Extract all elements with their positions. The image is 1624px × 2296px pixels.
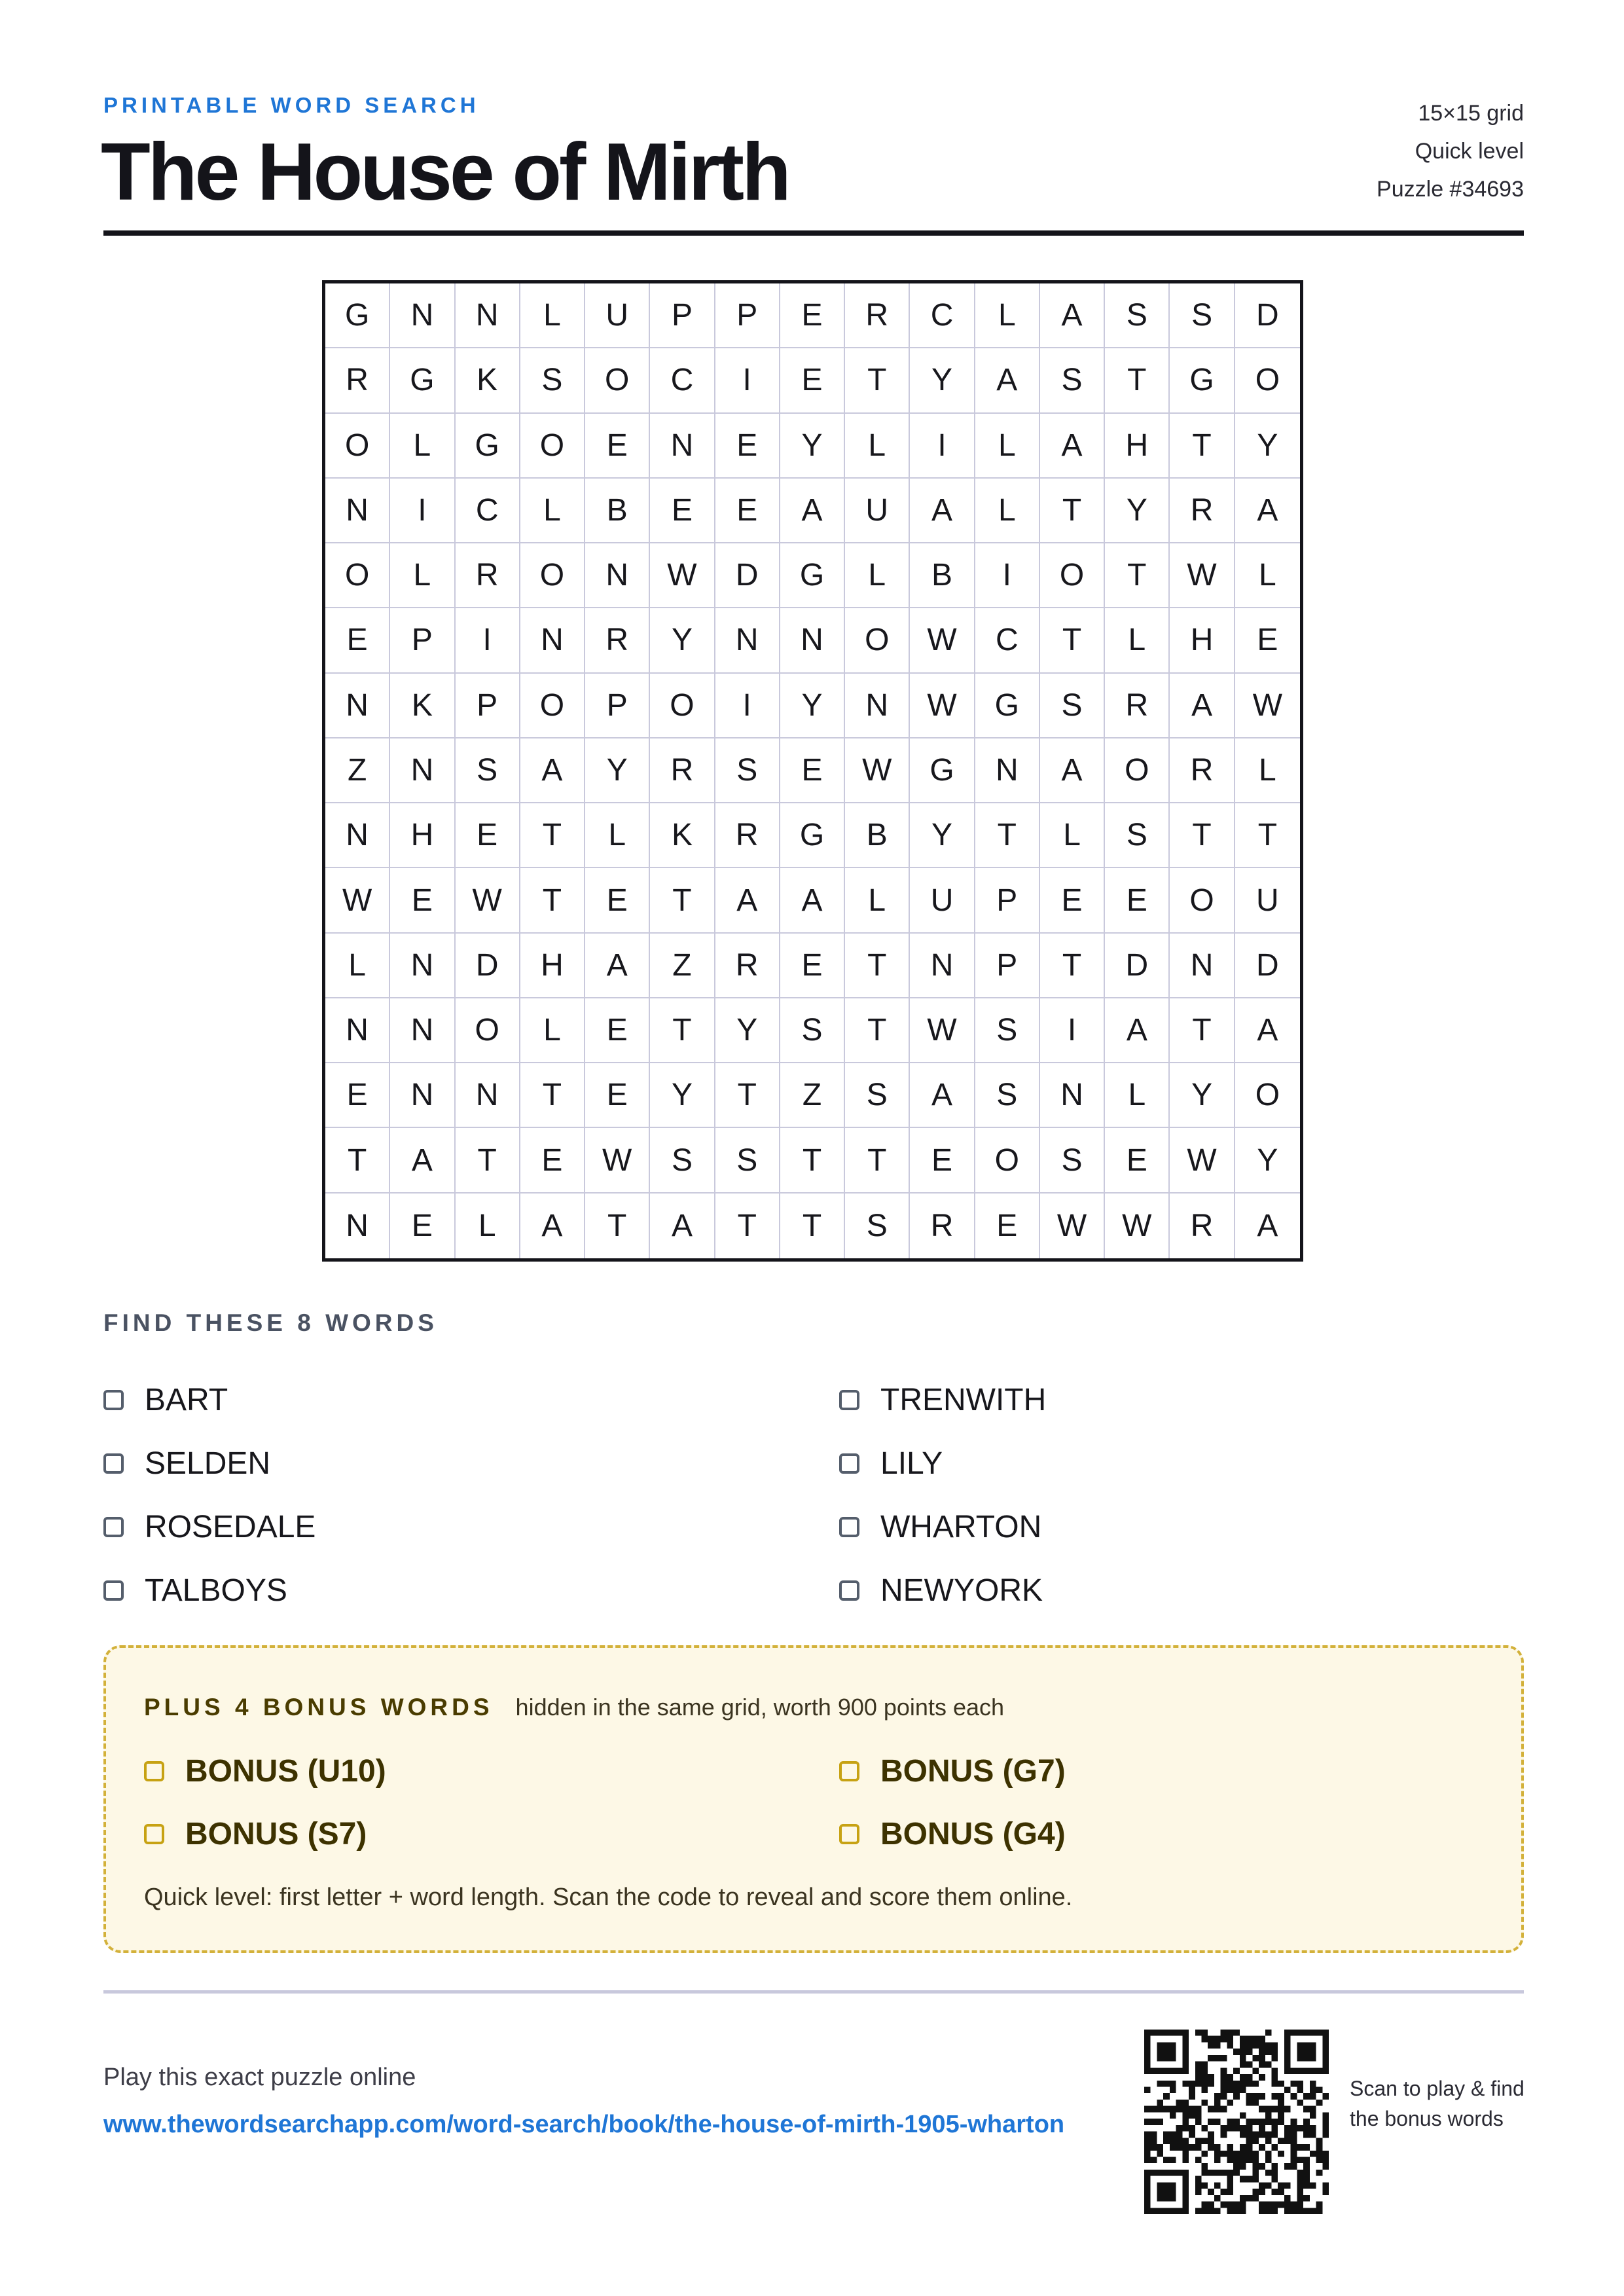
bonus-item[interactable]: [839, 1802, 1066, 1865]
grid-cell[interactable]: G: [975, 674, 1040, 738]
grid-cell[interactable]: P: [715, 283, 780, 348]
bonus-item[interactable]: [144, 1802, 386, 1865]
grid-cell[interactable]: O: [1040, 543, 1105, 608]
grid-cell[interactable]: N: [1170, 934, 1235, 998]
grid-cell[interactable]: E: [456, 803, 520, 868]
grid-cell[interactable]: R: [325, 348, 390, 413]
grid-cell[interactable]: P: [975, 868, 1040, 933]
bonus-heading: PLUS 4 BONUS WORDS: [144, 1694, 494, 1721]
grid-cell[interactable]: N: [456, 1063, 520, 1128]
grid-cell[interactable]: H: [1105, 414, 1170, 479]
grid-cell[interactable]: S: [1105, 803, 1170, 868]
grid-cell[interactable]: E: [975, 1194, 1040, 1258]
grid-cell[interactable]: T: [715, 1194, 780, 1258]
grid-cell[interactable]: A: [715, 868, 780, 933]
grid-cell[interactable]: N: [325, 479, 390, 543]
grid-cell[interactable]: R: [1170, 1194, 1235, 1258]
grid-cell[interactable]: A: [1235, 998, 1300, 1063]
grid-cell[interactable]: T: [1040, 608, 1105, 673]
grid-cell[interactable]: E: [1235, 608, 1300, 673]
grid-cell[interactable]: A: [520, 738, 585, 803]
grid-cell[interactable]: E: [780, 283, 845, 348]
grid-cell[interactable]: A: [520, 1194, 585, 1258]
grid-cell[interactable]: R: [845, 283, 910, 348]
grid-cell[interactable]: D: [1235, 934, 1300, 998]
grid-cell[interactable]: E: [390, 1194, 455, 1258]
grid-cell[interactable]: N: [975, 738, 1040, 803]
grid-cell[interactable]: T: [1040, 934, 1105, 998]
grid-cell[interactable]: A: [780, 868, 845, 933]
bonus-header: [144, 1694, 1004, 1721]
grid-cell[interactable]: O: [845, 608, 910, 673]
word-item[interactable]: [839, 1559, 1046, 1622]
grid-cell[interactable]: W: [910, 674, 975, 738]
word-list-heading: FIND THESE 8 WORDS: [103, 1309, 438, 1336]
word-label: SELDEN: [145, 1446, 271, 1481]
grid-cell[interactable]: S: [1040, 1128, 1105, 1193]
kicker-label: PRINTABLE WORD SEARCH: [103, 93, 480, 117]
checkbox-icon[interactable]: [103, 1517, 124, 1537]
grid-cell[interactable]: T: [1170, 803, 1235, 868]
grid-cell[interactable]: A: [1040, 738, 1105, 803]
bonus-label: BONUS (S7): [185, 1816, 367, 1851]
page-header: [103, 92, 1524, 239]
checkbox-icon[interactable]: [103, 1580, 124, 1601]
grid-cell[interactable]: S: [975, 1063, 1040, 1128]
grid-cell[interactable]: E: [585, 868, 650, 933]
word-item[interactable]: [103, 1368, 316, 1432]
grid-cell[interactable]: T: [1235, 803, 1300, 868]
footer-divider: [103, 1990, 1524, 1994]
grid-cell[interactable]: N: [325, 674, 390, 738]
bonus-panel: [103, 1645, 1524, 1953]
grid-cell[interactable]: E: [715, 479, 780, 543]
grid-cell[interactable]: Y: [1235, 414, 1300, 479]
grid-cell[interactable]: W: [1040, 1194, 1105, 1258]
grid-cell[interactable]: S: [780, 998, 845, 1063]
grid-cell[interactable]: B: [585, 479, 650, 543]
grid-cell[interactable]: O: [1170, 868, 1235, 933]
grid-cell[interactable]: D: [715, 543, 780, 608]
grid-cell[interactable]: U: [910, 868, 975, 933]
grid-cell[interactable]: R: [715, 803, 780, 868]
grid-cell[interactable]: G: [456, 414, 520, 479]
grid-cell[interactable]: O: [975, 1128, 1040, 1193]
grid-cell[interactable]: Y: [910, 348, 975, 413]
grid-cell[interactable]: O: [1235, 348, 1300, 413]
grid-cell[interactable]: Y: [1235, 1128, 1300, 1193]
grid-cell[interactable]: N: [390, 934, 455, 998]
puzzle-url-link[interactable]: www.thewordsearchapp.com/word-search/book/the-house-of-mirth-1905-wharton: [103, 2111, 1065, 2138]
grid-cell[interactable]: C: [910, 283, 975, 348]
grid-cell[interactable]: N: [650, 414, 715, 479]
grid-cell[interactable]: O: [520, 543, 585, 608]
grid-cell[interactable]: A: [650, 1194, 715, 1258]
grid-cell[interactable]: S: [1040, 674, 1105, 738]
grid-cell[interactable]: G: [910, 738, 975, 803]
grid-cell[interactable]: U: [585, 283, 650, 348]
grid-cell[interactable]: H: [1170, 608, 1235, 673]
grid-cell[interactable]: O: [1105, 738, 1170, 803]
bonus-label: BONUS (U10): [185, 1753, 386, 1789]
grid-cell[interactable]: T: [845, 1128, 910, 1193]
grid-cell[interactable]: A: [390, 1128, 455, 1193]
checkbox-icon[interactable]: [839, 1390, 859, 1410]
grid-cell[interactable]: N: [585, 543, 650, 608]
grid-cell[interactable]: S: [1105, 283, 1170, 348]
grid-cell[interactable]: E: [325, 608, 390, 673]
level-label: Quick level: [1415, 139, 1524, 164]
grid-cell[interactable]: E: [780, 738, 845, 803]
grid-cell[interactable]: W: [325, 868, 390, 933]
grid-cell[interactable]: Z: [780, 1063, 845, 1128]
grid-cell[interactable]: W: [1235, 674, 1300, 738]
grid-cell[interactable]: N: [520, 608, 585, 673]
grid-cell[interactable]: I: [1040, 998, 1105, 1063]
grid-cell[interactable]: R: [1170, 738, 1235, 803]
grid-cell[interactable]: O: [650, 674, 715, 738]
grid-cell[interactable]: P: [975, 934, 1040, 998]
scan-instructions: Scan to play & find the bonus words: [1350, 2077, 1525, 2130]
grid-cell[interactable]: D: [456, 934, 520, 998]
grid-cell[interactable]: E: [390, 868, 455, 933]
grid-cell[interactable]: T: [715, 1063, 780, 1128]
grid-cell[interactable]: Y: [650, 608, 715, 673]
checkbox-icon[interactable]: [839, 1761, 859, 1781]
grid-cell[interactable]: A: [1257, 1208, 1278, 1243]
grid-cell[interactable]: H: [520, 934, 585, 998]
grid-cell[interactable]: O: [520, 414, 585, 479]
grid-cell[interactable]: S: [1170, 283, 1235, 348]
word-item[interactable]: [839, 1432, 1046, 1495]
grid-cell[interactable]: S: [845, 1063, 910, 1128]
checkbox-icon[interactable]: [103, 1453, 124, 1474]
grid-cell[interactable]: E: [650, 479, 715, 543]
grid-cell[interactable]: L: [520, 283, 585, 348]
grid-cell[interactable]: C: [650, 348, 715, 413]
grid-cell[interactable]: R: [715, 934, 780, 998]
grid-cell[interactable]: R: [650, 738, 715, 803]
grid-cell[interactable]: Y: [1170, 1063, 1235, 1128]
grid-cell[interactable]: T: [1105, 543, 1170, 608]
grid-cell[interactable]: N: [325, 803, 390, 868]
grid-cell[interactable]: A: [1040, 283, 1105, 348]
grid-cell[interactable]: E: [780, 348, 845, 413]
grid-cell[interactable]: C: [456, 479, 520, 543]
grid-cell[interactable]: L: [520, 998, 585, 1063]
grid-cell[interactable]: C: [975, 608, 1040, 673]
grid-cell[interactable]: L: [390, 543, 455, 608]
grid-cell[interactable]: T: [1040, 479, 1105, 543]
grid-cell[interactable]: W: [845, 738, 910, 803]
grid-cell[interactable]: E: [1040, 868, 1105, 933]
grid-cell[interactable]: W: [910, 608, 975, 673]
grid-cell[interactable]: T: [780, 1128, 845, 1193]
grid-cell[interactable]: S: [520, 348, 585, 413]
word-item[interactable]: [839, 1368, 1046, 1432]
grid-cell[interactable]: L: [456, 1194, 520, 1258]
grid-cell[interactable]: W: [650, 543, 715, 608]
grid-cell[interactable]: T: [845, 998, 910, 1063]
grid-cell[interactable]: N: [780, 608, 845, 673]
grid-cell[interactable]: B: [910, 543, 975, 608]
grid-cell[interactable]: T: [650, 868, 715, 933]
grid-cell[interactable]: R: [456, 543, 520, 608]
puzzle-number-label: Puzzle #34693: [1377, 177, 1524, 202]
bonus-item[interactable]: [144, 1740, 386, 1802]
grid-cell[interactable]: T: [325, 1128, 390, 1193]
grid-cell[interactable]: A: [1040, 414, 1105, 479]
grid-cell[interactable]: A: [780, 479, 845, 543]
grid-cell[interactable]: O: [325, 414, 390, 479]
grid-cell[interactable]: N: [390, 738, 455, 803]
grid-cell[interactable]: E: [910, 1128, 975, 1193]
grid-cell[interactable]: G: [1170, 348, 1235, 413]
grid-cell[interactable]: I: [715, 348, 780, 413]
grid-cell[interactable]: N: [390, 1063, 455, 1128]
grid-cell[interactable]: W: [910, 998, 975, 1063]
grid-cell[interactable]: A: [1170, 674, 1235, 738]
grid-cell[interactable]: A: [1105, 998, 1170, 1063]
grid-cell[interactable]: G: [780, 803, 845, 868]
grid-cell[interactable]: D: [1105, 934, 1170, 998]
grid-cell[interactable]: T: [975, 803, 1040, 868]
grid-cell[interactable]: T: [520, 1063, 585, 1128]
grid-cell[interactable]: Y: [715, 998, 780, 1063]
play-online-label: Play this exact puzzle online: [103, 2064, 416, 2091]
header-divider: [103, 230, 1524, 236]
grid-cell[interactable]: Y: [585, 738, 650, 803]
grid-cell[interactable]: K: [456, 348, 520, 413]
grid-cell[interactable]: T: [1170, 998, 1235, 1063]
grid-cell[interactable]: T: [845, 934, 910, 998]
grid-cell[interactable]: E: [715, 414, 780, 479]
checkbox-icon[interactable]: [839, 1453, 859, 1474]
bonus-list-right: [839, 1740, 1066, 1865]
word-list-right: [839, 1368, 1046, 1622]
grid-cell[interactable]: T: [585, 1194, 650, 1258]
grid-cell[interactable]: O: [585, 348, 650, 413]
grid-cell[interactable]: R: [585, 608, 650, 673]
grid-cell[interactable]: T: [520, 868, 585, 933]
grid-cell[interactable]: N: [1040, 1063, 1105, 1128]
grid-cell[interactable]: I: [390, 479, 455, 543]
grid-cell[interactable]: E: [325, 1063, 390, 1128]
grid-cell[interactable]: E: [585, 1063, 650, 1128]
word-label: TRENWITH: [880, 1383, 1047, 1417]
checkbox-icon[interactable]: [144, 1761, 164, 1781]
grid-cell[interactable]: I: [715, 674, 780, 738]
grid-cell[interactable]: L: [1105, 608, 1170, 673]
grid-cell[interactable]: S: [456, 738, 520, 803]
grid-cell[interactable]: N: [390, 283, 455, 348]
grid-cell[interactable]: N: [715, 608, 780, 673]
grid-cell[interactable]: Z: [325, 738, 390, 803]
grid-cell[interactable]: T: [520, 803, 585, 868]
grid-cell[interactable]: R: [910, 1194, 975, 1258]
grid-cell[interactable]: A: [1235, 479, 1300, 543]
grid-cell[interactable]: O: [520, 674, 585, 738]
grid-cell[interactable]: T: [456, 1128, 520, 1193]
grid-cell[interactable]: L: [1105, 1063, 1170, 1128]
checkbox-icon[interactable]: [839, 1580, 859, 1601]
grid-cell[interactable]: B: [845, 803, 910, 868]
grid-cell[interactable]: L: [1040, 803, 1105, 868]
grid-cell[interactable]: E: [1105, 1128, 1170, 1193]
grid-cell[interactable]: Y: [910, 803, 975, 868]
grid-cell[interactable]: P: [650, 283, 715, 348]
grid-cell[interactable]: S: [845, 1194, 910, 1258]
grid-cell[interactable]: Y: [780, 674, 845, 738]
word-item[interactable]: [103, 1495, 316, 1559]
grid-cell[interactable]: Z: [650, 934, 715, 998]
grid-cell[interactable]: Y: [650, 1063, 715, 1128]
grid-cell[interactable]: E: [520, 1128, 585, 1193]
word-item[interactable]: [103, 1432, 316, 1495]
grid-cell[interactable]: I: [910, 414, 975, 479]
qr-code-icon[interactable]: [1144, 2030, 1329, 2214]
checkbox-icon[interactable]: [839, 1517, 859, 1537]
grid-cell[interactable]: O: [325, 543, 390, 608]
grid-cell[interactable]: E: [585, 414, 650, 479]
checkbox-icon[interactable]: [103, 1390, 124, 1410]
word-item[interactable]: [103, 1559, 316, 1622]
grid-cell[interactable]: N: [390, 998, 455, 1063]
grid-cell[interactable]: G: [325, 283, 390, 348]
grid-cell[interactable]: N: [325, 1194, 390, 1258]
page-title: The House of Mirth: [101, 127, 789, 217]
grid-cell[interactable]: R: [1105, 674, 1170, 738]
checkbox-icon[interactable]: [839, 1824, 859, 1844]
grid-cell[interactable]: O: [456, 998, 520, 1063]
grid-cell[interactable]: N: [910, 934, 975, 998]
grid-cell[interactable]: T: [1170, 414, 1235, 479]
grid-cell[interactable]: E: [1105, 868, 1170, 933]
grid-cell[interactable]: W: [1105, 1194, 1170, 1258]
grid-cell[interactable]: N: [325, 998, 390, 1063]
bonus-list-left: [144, 1740, 386, 1865]
grid-cell[interactable]: L: [845, 414, 910, 479]
grid-cell[interactable]: P: [390, 608, 455, 673]
grid-cell[interactable]: W: [456, 868, 520, 933]
grid-cell[interactable]: L: [390, 414, 455, 479]
grid-cell[interactable]: T: [780, 1194, 845, 1258]
grid-cell[interactable]: A: [910, 479, 975, 543]
grid-cell[interactable]: A: [910, 1063, 975, 1128]
grid-cell[interactable]: E: [780, 934, 845, 998]
grid-cell[interactable]: R: [1170, 479, 1235, 543]
grid-cell[interactable]: H: [390, 803, 455, 868]
grid-cell[interactable]: N: [845, 674, 910, 738]
grid-cell[interactable]: S: [715, 738, 780, 803]
grid-cell[interactable]: S: [975, 998, 1040, 1063]
grid-cell[interactable]: N: [456, 283, 520, 348]
grid-size-label: 15×15 grid: [1418, 101, 1524, 126]
letter-grid: [322, 280, 1303, 1262]
grid-cell[interactable]: T: [1105, 348, 1170, 413]
grid-cell[interactable]: L: [1235, 543, 1300, 608]
grid-cell[interactable]: Y: [780, 414, 845, 479]
grid-cell[interactable]: P: [585, 674, 650, 738]
grid-cell[interactable]: G: [390, 348, 455, 413]
grid-cell[interactable]: I: [456, 608, 520, 673]
bonus-label: BONUS (G7): [880, 1753, 1066, 1789]
puzzle-meta: [1377, 94, 1524, 208]
bonus-item[interactable]: [839, 1740, 1066, 1802]
grid-cell[interactable]: S: [650, 1128, 715, 1193]
bonus-subheading: hidden in the same grid, worth 900 points each: [515, 1694, 1005, 1721]
grid-cell[interactable]: L: [975, 283, 1040, 348]
grid-cell[interactable]: K: [390, 674, 455, 738]
word-label: BART: [145, 1383, 228, 1417]
bonus-label: BONUS (G4): [880, 1816, 1066, 1851]
grid-cell[interactable]: P: [456, 674, 520, 738]
grid-cell[interactable]: D: [1235, 283, 1300, 348]
grid-cell[interactable]: T: [845, 348, 910, 413]
grid-cell[interactable]: A: [585, 934, 650, 998]
word-list-left: [103, 1368, 316, 1622]
word-label: WHARTON: [880, 1510, 1042, 1544]
grid-cell[interactable]: L: [325, 934, 390, 998]
grid-cell[interactable]: L: [975, 479, 1040, 543]
grid-cell[interactable]: L: [975, 414, 1040, 479]
grid-cell[interactable]: O: [1235, 1063, 1300, 1128]
word-label: LILY: [880, 1446, 943, 1481]
grid-cell[interactable]: Y: [1105, 479, 1170, 543]
grid-cell[interactable]: I: [975, 543, 1040, 608]
grid-cell[interactable]: K: [650, 803, 715, 868]
grid-cell[interactable]: T: [650, 998, 715, 1063]
grid-cell[interactable]: L: [1235, 738, 1300, 803]
word-item[interactable]: [839, 1495, 1046, 1559]
grid-cell[interactable]: L: [845, 543, 910, 608]
grid-cell[interactable]: A: [975, 348, 1040, 413]
grid-cell[interactable]: L: [845, 868, 910, 933]
bonus-note: Quick level: first letter + word length. Scan the code to reveal and score them online.: [144, 1884, 1073, 1911]
grid-cell[interactable]: G: [780, 543, 845, 608]
grid-cell[interactable]: S: [715, 1128, 780, 1193]
grid-cell[interactable]: L: [585, 803, 650, 868]
grid-cell[interactable]: S: [1040, 348, 1105, 413]
grid-cell[interactable]: W: [585, 1128, 650, 1193]
grid-cell[interactable]: U: [1235, 868, 1300, 933]
word-label: ROSEDALE: [145, 1510, 316, 1544]
grid-cell[interactable]: U: [845, 479, 910, 543]
grid-cell[interactable]: W: [1170, 1128, 1235, 1193]
grid-cell[interactable]: E: [585, 998, 650, 1063]
checkbox-icon[interactable]: [144, 1824, 164, 1844]
word-label: TALBOYS: [145, 1573, 287, 1608]
grid-cell[interactable]: L: [520, 479, 585, 543]
word-label: NEWYORK: [880, 1573, 1043, 1608]
grid-cell[interactable]: W: [1170, 543, 1235, 608]
